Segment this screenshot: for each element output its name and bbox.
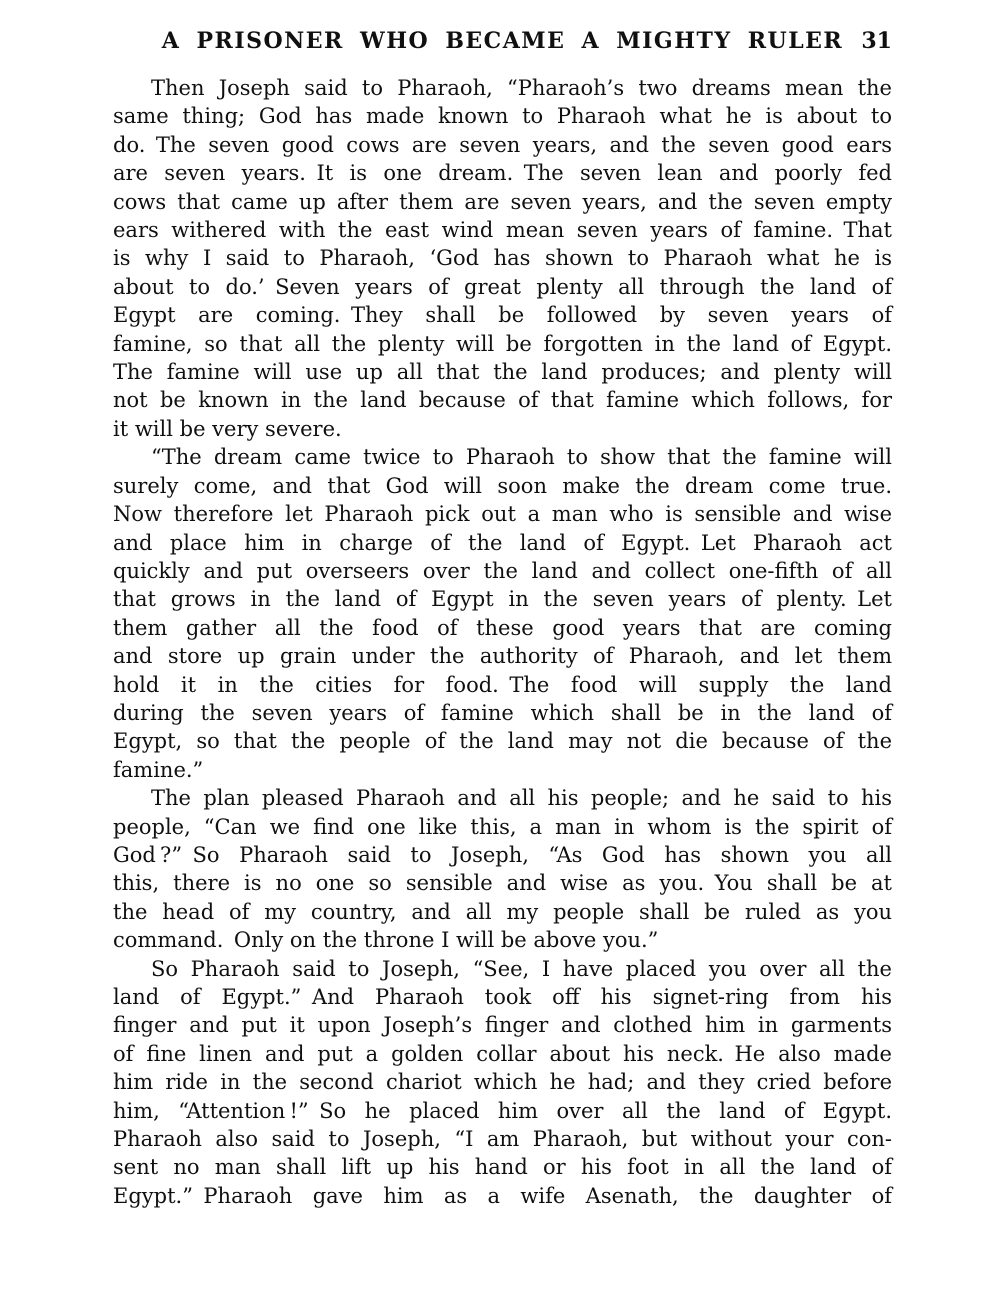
text-line: famine, so that all the plenty will be forgotten in the land of Egypt. [113, 331, 892, 356]
running-head-title: A PRISONER WHO BECAME A MIGHTY RULER [161, 28, 844, 54]
text-line: The plan pleased Pharaoh and all his people; and he said to his [151, 786, 892, 811]
body-text [113, 74, 892, 1210]
text-line: “The dream came twice to Pharaoh to show that the famine will [151, 445, 892, 470]
text-line: during the seven years of famine which shall be in the land of [113, 700, 892, 725]
text-line: quickly and put overseers over the land and collect one-fifth of all [113, 558, 892, 583]
text-line: God ?” So Pharaoh said to Joseph, “As God has shown you all [113, 842, 892, 867]
text-line: this, there is no one so sensible and wise as you. You shall be at [113, 871, 892, 896]
text-line: Egypt, so that the people of the land may not die because of the [113, 729, 892, 754]
text-line: Egypt are coming. They shall be followed by seven years of [113, 303, 892, 328]
text-line: it will be very severe. [113, 416, 342, 441]
text-line: him ride in the second chariot which he had; and they cried before [113, 1070, 892, 1095]
text-line: the head of my country, and all my people shall be ruled as you [113, 899, 892, 924]
paragraph [113, 443, 892, 784]
text-line: people, “Can we find one like this, a man in whom is the spirit of [113, 814, 892, 839]
paragraph [113, 784, 892, 954]
text-line: is why I said to Pharaoh, ‘God has shown to Pharaoh what he is [113, 246, 892, 271]
text-line: Then Joseph said to Pharaoh, “Pharaoh’s two dreams mean the [151, 76, 892, 100]
text-line: hold it in the cities for food. The food will supply the land [113, 672, 892, 697]
text-line: cows that came up after them are seven years, and the seven empty [113, 189, 892, 214]
text-line: of fine linen and put a golden collar about his neck. He also made [113, 1041, 892, 1066]
text-line: same thing; God has made known to Pharaoh what he is about to [113, 104, 892, 129]
text-line: and store up grain under the authority of Pharaoh, and let them [113, 644, 892, 669]
text-line: land of Egypt.” And Pharaoh took off his signet-ring from his [113, 985, 892, 1009]
text-line: ears withered with the east wind mean seven years of famine. That [113, 218, 892, 243]
text-line: Pharaoh also said to Joseph, “I am Pharaoh, but without your con- [113, 1127, 892, 1152]
text-line: that grows in the land of Egypt in the seven years of plenty. Let [113, 587, 892, 612]
text-line: him, “Attention !” So he placed him over all the land of Egypt. [113, 1098, 892, 1123]
text-line: famine.” [113, 757, 204, 782]
text-line: are seven years. It is one dream. The seven lean and poorly fed [113, 161, 892, 186]
page-number: 31 [861, 28, 892, 54]
text-line: finger and put it upon Joseph’s finger and clothed him in garments [113, 1013, 892, 1038]
text-line: do. The seven good cows are seven years, and the seven good ears [113, 132, 892, 157]
text-line: surely come, and that God will soon make the dream come true. [113, 473, 892, 498]
text-line: them gather all the food of these good years that are coming [113, 615, 892, 640]
text-line: about to do.’ Seven years of great plenty all through the land of [113, 274, 892, 299]
text-line: sent no man shall lift up his hand or his foot in all the land of [113, 1155, 892, 1180]
text-line: Now therefore let Pharaoh pick out a man who is sensible and wise [113, 502, 892, 527]
text-line: command. Only on the throne I will be above you.” [113, 928, 659, 953]
text-line: and place him in charge of the land of Egypt. Let Pharaoh act [113, 530, 892, 555]
text-line: Egypt.” Pharaoh gave him as a wife Asenath, the daughter of [113, 1183, 892, 1208]
paragraph [113, 955, 892, 1211]
paragraph [113, 74, 892, 443]
text-line: The famine will use up all that the land produces; and plenty will [113, 360, 892, 385]
text-line: So Pharaoh said to Joseph, “See, I have placed you over all the [151, 956, 892, 981]
text-line: not be known in the land because of that famine which follows, for [113, 388, 892, 413]
page-header [113, 28, 892, 58]
